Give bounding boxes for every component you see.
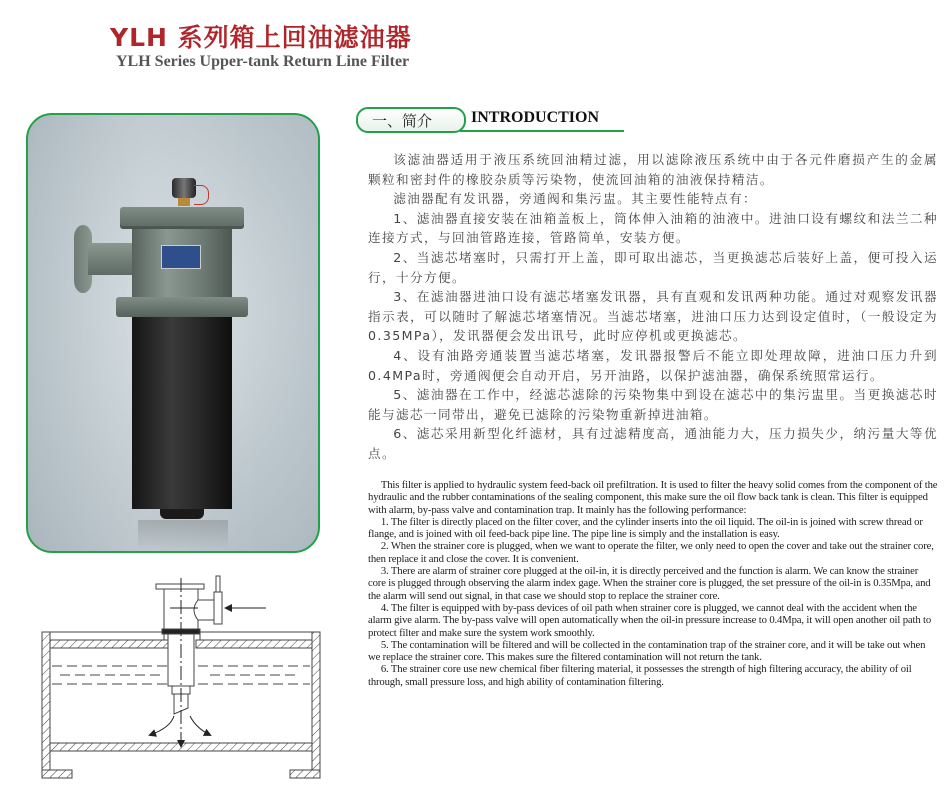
paragraph-cn: 3、在滤油器进油口设有滤芯堵塞发讯器，具有直观和发讯两种功能。通过对观察发讯器指示表，可以随时了解滤芯堵塞情况。当滤芯堵塞，进油口压力达到设定值时，（一般设定为0.35MPa），发讯器便会发出讯号，此时应停机或更换滤芯。 [368, 289, 938, 344]
filter-bowl-outlet [160, 509, 204, 519]
gauge-fitting [178, 198, 190, 206]
description-en [368, 479, 938, 688]
product-photo [26, 113, 320, 553]
paragraph-en: This filter is applied to hydraulic system feed-back oil prefiltration. It is used to filter the heavy solid comes from the component of the hydraulic and the rubber contaminations of the sealing component, this make sure the oil flow back tank is clean. This filter is equipped with alarm, by-pass valve and contamination trap. It mainly has the following performance: [368, 479, 938, 516]
installation-diagram [30, 568, 330, 783]
section-underline [460, 130, 624, 132]
section-label-pill [356, 107, 466, 133]
paragraph-en: 4. The filter is equipped with by-pass devices of oil path when strainer core is plugged, we cannot deal with the accident when the alarm give alarm. The by-pass valve will open automatically when the oil-in pressure increase to 0.4Mpa, it will open another oil path to protect filter and make sure the system work smoothly. [368, 601, 932, 639]
paragraph-cn: 5、滤油器在工作中，经滤芯滤除的污染物集中到设在滤芯中的集污盅里。当更换滤芯时能与滤芯一同带出，避免已滤除的污染物重新掉进油箱。 [368, 387, 938, 422]
description-cn [368, 150, 938, 464]
paragraph-cn: 2、当滤芯堵塞时，只需打开上盖，即可取出滤芯，当更换滤芯后装好上盖，便可投入运行，十分方便。 [368, 249, 938, 285]
paragraph-en: 2. When the strainer core is plugged, when we want to operate the filter, we only need to open the cover and take out the strainer core, then replace it and close the cover. It is convenient. [368, 540, 934, 565]
paragraph-cn: 该滤油器适用于液压系统回油精过滤，用以滤除液压系统中由于各元件磨损产生的金属颗粒和密封件的橡胶杂质等污染物，使流回油箱的油液保持精洁。 [368, 152, 938, 187]
section-label-en: INTRODUCTION [471, 109, 600, 126]
paragraph-en: 6. The strainer core use new chemical fiber filtering material, it possesses the strength of high filtering accuracy, the ability of oil through, small pressure loss, and high ability of contamination filtering. [368, 663, 912, 688]
paragraph-cn: 4、设有油路旁通装置当滤芯堵塞，发讯器报警后不能立即处理故障，进油口压力升到0.4MPa时，旁通阀便会自动开启，另开油路，以保护滤油器，确保系统照常运行。 [368, 347, 938, 383]
paragraph-cn: 6、滤芯采用新型化纤滤材，具有过滤精度高，通油能力大，压力损失少，纳污量大等优点。 [368, 426, 938, 461]
page-title-cn: YLH 系列箱上回油滤油器 [110, 23, 412, 52]
product-reflection [138, 520, 228, 550]
paragraph-cn: 滤油器配有发讯器，旁通阀和集污盅。其主要性能特点有： [393, 191, 758, 207]
page-title-en: YLH Series Upper-tank Return Line Filter [116, 53, 410, 70]
mounting-flange [116, 297, 248, 317]
top-cover [120, 207, 244, 229]
alarm-wire [194, 185, 209, 205]
paragraph-en: 3. There are alarm of strainer core plugged at the oil-in, it is directly perceived and the function is alarm. We can know the strainer core is plugged through observing the alarm index gage. When the strainer core is plugged, the set pressure of the oil-in is 0.35Mpa, and the alarm will send out signal, in that case we should stop to replace the strainer core. [368, 565, 931, 602]
section-header-introduction [356, 107, 624, 131]
filter-bowl [132, 317, 232, 509]
section-label-cn: 一、简介 [372, 112, 433, 130]
alarm-gauge-icon [172, 178, 196, 198]
nameplate [161, 245, 201, 269]
paragraph-cn: 1、滤油器直接安装在油箱盖板上，筒体伸入油箱的油液中。进油口设有螺纹和法兰二种连接方式，与回油管路连接，管路简单，安装方便。 [368, 210, 938, 246]
inlet-pipe [88, 243, 136, 275]
paragraph-en: 5. The contamination will be filtered and will be collected in the contamination trap of the strainer core, and it will be take out when we replace the strainer core. This makes sure the filtered contamination will not return the tank. [368, 638, 926, 664]
paragraph-en: 1. The filter is directly placed on the filter cover, and the cylinder inserts into the oil liquid. The oil-in is joined with screw thread or flange, and is joined with oil feed-back pipe line. The pipe line is simply and the installation is easy. [368, 515, 923, 541]
